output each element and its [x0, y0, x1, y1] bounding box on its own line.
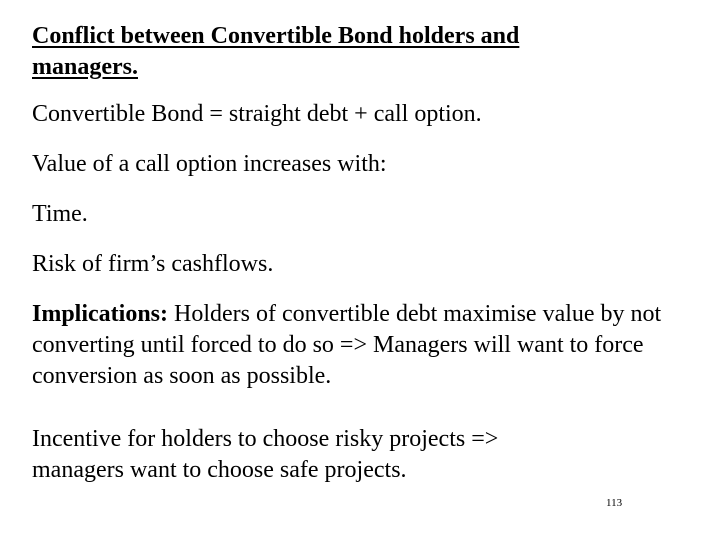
- slide-title: [32, 21, 702, 83]
- point-convertible-bond: Convertible Bond = straight debt + call option.: [32, 101, 482, 127]
- point-risk: Risk of firm’s cashflows.: [32, 251, 274, 277]
- implications-paragraph: [32, 299, 692, 392]
- incentive-paragraph: Incentive for holders to choose risky projects => managers want to choose safe projects.: [32, 426, 499, 483]
- implications-label: Implications:: [32, 301, 169, 327]
- point-time: Time.: [32, 201, 88, 227]
- point-call-option-value: Value of a call option increases with:: [32, 151, 387, 177]
- title-line-1: Conflict between Convertible Bond holders and: [32, 23, 520, 49]
- title-line-2: managers.: [32, 54, 138, 80]
- implications-text: Holders of convertible debt maximise value by not converting until forced to do so => Managers will want to force conversion as soon as possible.: [32, 301, 662, 389]
- page-number: 113: [606, 497, 623, 509]
